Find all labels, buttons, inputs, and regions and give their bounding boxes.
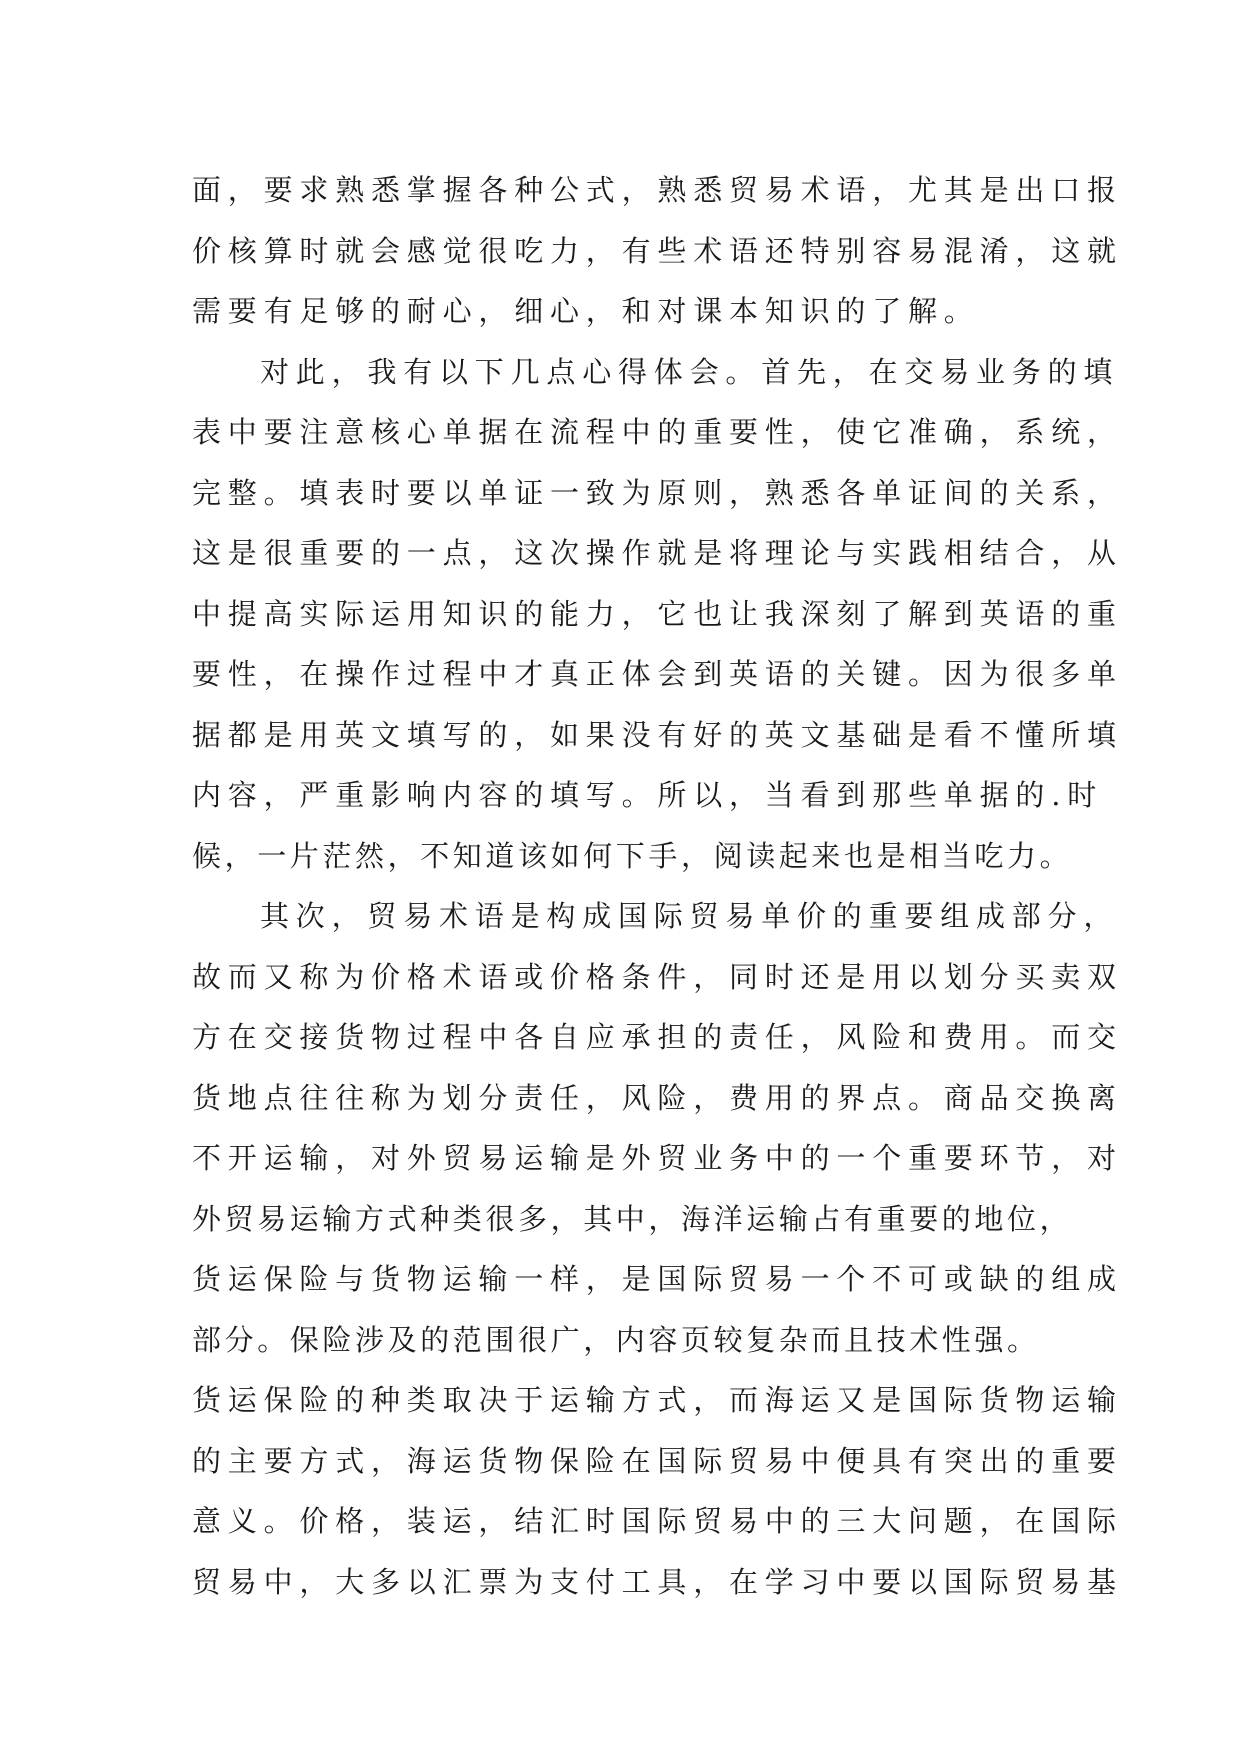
text-line-15: 方在交接货物过程中各自应承担的责任，风险和费用。而交 <box>192 1020 1123 1054</box>
text-line-22: 的主要方式，海运货物保险在国际贸易中便具有突出的重要 <box>192 1443 1123 1478</box>
text-line-7: 这是很重要的一点，这次操作就是将理论与实践相结合，从 <box>192 536 1123 570</box>
text-line-11: 内容，严重影响内容的填写。所以，当看到那些单据的.时 <box>192 778 1104 812</box>
text-line-5: 表中要注意核心单据在流程中的重要性，使它准确，系统， <box>192 415 1123 449</box>
text-line-13: 其次，贸易术语是构成国际贸易单价的重要组成部分， <box>260 899 1120 933</box>
text-line-23: 意义。价格，装运，结汇时国际贸易中的三大问题，在国际 <box>192 1504 1123 1538</box>
text-line-20: 部分。保险涉及的范围很广，内容页较复杂而且技术性强。 <box>192 1322 1040 1357</box>
body-text <box>192 160 1123 1612</box>
text-line-3: 需要有足够的耐心，细心，和对课本知识的了解。 <box>192 294 980 328</box>
text-line-12: 候，一片茫然，不知道该如何下手，阅读起来也是相当吃力。 <box>192 838 1073 873</box>
text-line-17: 不开运输，对外贸易运输是外贸业务中的一个重要环节，对 <box>192 1141 1123 1175</box>
text-line-14: 故而又称为价格术语或价格条件，同时还是用以划分买卖双 <box>192 959 1123 994</box>
text-line-24: 贸易中，大多以汇票为支付工具，在学习中要以国际贸易基 <box>192 1564 1123 1599</box>
text-line-6: 完整。填表时要以单证一致为原则，熟悉各单证间的关系， <box>192 475 1123 510</box>
text-line-9: 要性，在操作过程中才真正体会到英语的关键。因为很多单 <box>192 657 1123 691</box>
text-line-16: 货地点往往称为划分责任，风险，费用的界点。商品交换离 <box>192 1080 1123 1115</box>
text-line-10: 据都是用英文填写的，如果没有好的英文基础是看不懂所填 <box>192 717 1123 752</box>
text-line-4: 对此，我有以下几点心得体会。首先，在交易业务的填 <box>260 354 1120 389</box>
text-line-8: 中提高实际运用知识的能力，它也让我深刻了解到英语的重 <box>192 596 1123 631</box>
text-line-19: 货运保险与货物运输一样，是国际贸易一个不可或缺的组成 <box>192 1262 1123 1296</box>
text-line-21: 货运保险的种类取决于运输方式，而海运又是国际货物运输 <box>192 1383 1123 1417</box>
text-line-2: 价核算时就会感觉很吃力，有些术语还特别容易混淆，这就 <box>192 233 1123 268</box>
text-line-18: 外贸易运输方式种类很多，其中，海洋运输占有重要的地位， <box>192 1201 1073 1236</box>
text-line-1: 面，要求熟悉掌握各种公式，熟悉贸易术语，尤其是出口报 <box>192 173 1123 207</box>
